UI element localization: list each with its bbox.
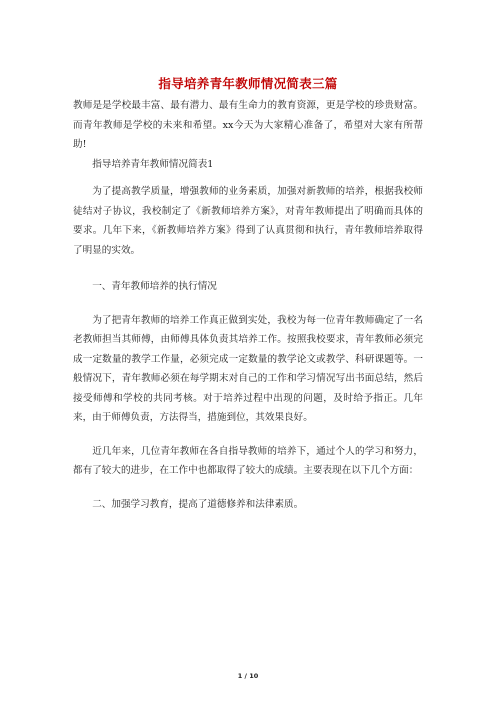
intro-paragraph: 教师是是学校最丰富、最有潜力、最有生命力的教育资源，更是学校的珍贵财富。而青年教师是学校的未来和希望。xx今天为大家精心准备了，希望对大家有所帮助!: [73, 100, 423, 150]
page-number: 1 / 10: [237, 672, 259, 680]
document-body: [73, 96, 423, 514]
body-paragraph: 为了提高教学质量，增强教师的业务素质，加强对新教师的培养，根据我校师徒结对子协议，我校制定了《新教师培养方案》，对青年教师提出了明确而具体的要求。几年下来，《新教师培养方案》得到了认真贯彻和执行，青年教师培养取得了明显的实效。: [73, 186, 423, 256]
body-paragraph: 为了把青年教师的培养工作真正做到实处，我校为每一位青年教师确定了一名老教师担当其师傅，由师傅具体负责其培养工作。按照我校要求，青年教师必须完成一定数量的教学工作量，必须完成一定数量的教学论文或教学、科研课题等。一般情况下，青年教师必须在每学期末对自己的工作和学习情况写出书面总结，然后接受师傅和学校的共同考核。对于培养过程中出现的问题，及时给予指正。几年来，由于师傅负责，方法得当，措施到位，其效果良好。: [73, 314, 423, 423]
subsection-heading-1: 一、青年教师培养的执行情况: [92, 281, 217, 292]
subsection-heading-2: 二、加强学习教育，提高了道德修养和法律素质。: [92, 498, 304, 510]
spacer: [73, 481, 423, 495]
spacer: [73, 428, 423, 442]
body-paragraph: 近几年来，几位青年教师在各自指导教师的培养下，通过个人的学习和努力，都有了较大的进步，在工作中也都取得了较大的成绩。主要表现在以下几个方面：: [73, 445, 423, 476]
document-title: 指导培养青年教师情况简表三篇: [158, 76, 338, 91]
spacer: [73, 260, 423, 277]
spacer: [73, 297, 423, 311]
spacer: [73, 174, 423, 182]
section-heading-1: 指导培养青年教师情况简表1: [92, 158, 214, 170]
